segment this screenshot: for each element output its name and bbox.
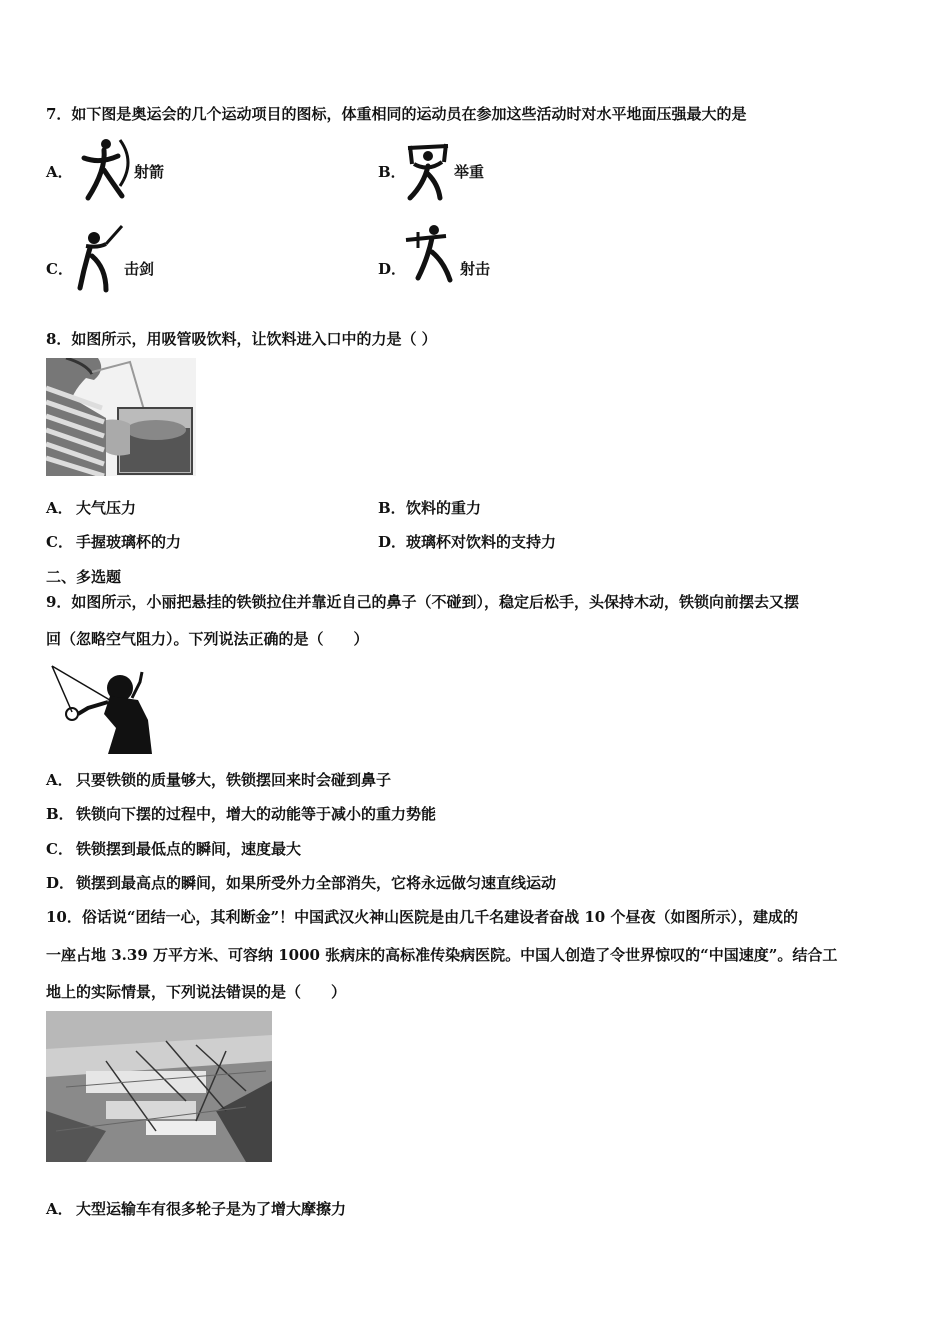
- q10-option-a-text: 大型运输车有很多轮子是为了增大摩擦力: [76, 1200, 347, 1218]
- shooting-pictogram: [404, 222, 462, 284]
- q10-stem-line1: 10．俗话说“团结一心，其利断金”！中国武汉火神山医院是由几千名建设者奋战 10 个昼夜（如图所示），建成的: [46, 908, 798, 926]
- q9-stem-line2: 回（忽略空气阻力）。下列说法正确的是（ ）: [46, 630, 369, 648]
- q10-stem-line3: 地上的实际情景，下列说法错误的是（ ）: [46, 983, 347, 1001]
- q9-option-c-text: 铁锁摆到最低点的瞬间，速度最大: [76, 840, 302, 858]
- q10-stem-line2: 一座占地 3.39 万平方米、可容纳 1000 张病床的高标准传染病医院。中国人创造了令世界惊叹的“中国速度”。结合工: [46, 946, 838, 964]
- q10-option-a-letter: A．: [46, 1200, 73, 1218]
- q9-option-d-text: 锁摆到最高点的瞬间，如果所受外力全部消失，它将永远做匀速直线运动: [76, 874, 557, 892]
- weightlifting-pictogram: [404, 134, 452, 204]
- q9-option-a-text: 只要铁锁的质量够大，铁锁摆回来时会碰到鼻子: [76, 771, 392, 789]
- section-title: 二、多选题: [46, 568, 122, 586]
- q7-option-a-letter: A．: [46, 163, 73, 181]
- q7-option-d-letter: D．: [378, 260, 407, 278]
- q9-option-b-text: 铁锁向下摆的过程中，增大的动能等于减小的重力势能: [76, 805, 437, 823]
- q8-option-d-letter: D．: [378, 533, 407, 551]
- q7-option-c-label: 击剑: [124, 260, 155, 278]
- q9-stem-line1: 9．如图所示，小丽把悬挂的铁锁拉住并靠近自己的鼻子（不碰到），稳定后松手，头保持木动，铁锁向前摆去又摆: [46, 593, 799, 611]
- q7-stem: 7．如下图是奥运会的几个运动项目的图标，体重相同的运动员在参加这些活动时对水平地面压强最大的是: [46, 105, 747, 123]
- q7-option-b-label: 举重: [454, 163, 485, 181]
- q7-option-b-letter: B．: [378, 163, 406, 181]
- q8-option-a-text: 大气压力: [76, 499, 137, 517]
- q8-option-c-text: 手握玻璃杯的力: [76, 533, 182, 551]
- construction-site-photo: [46, 1011, 272, 1162]
- q9-option-c-letter: C．: [46, 840, 73, 858]
- q9-option-a-letter: A．: [46, 771, 73, 789]
- q7-option-d-label: 射击: [460, 260, 491, 278]
- pendulum-lock-illustration: [48, 662, 154, 756]
- q8-option-b-text: 饮料的重力: [406, 499, 482, 517]
- q8-stem: 8．如图所示，用吸管吸饮料，让饮料进入口中的力是（ ）: [46, 330, 437, 348]
- straw-drinking-photo: [46, 358, 196, 476]
- q8-option-d-text: 玻璃杯对饮料的支持力: [406, 533, 557, 551]
- q9-option-d-letter: D．: [46, 874, 75, 892]
- q7-option-c-letter: C．: [46, 260, 73, 278]
- q9-option-b-letter: B．: [46, 805, 74, 823]
- q7-option-a-label: 射箭: [134, 163, 165, 181]
- fencing-pictogram: [76, 222, 126, 294]
- q8-option-c-letter: C．: [46, 533, 73, 551]
- archery-pictogram: [78, 136, 136, 204]
- q8-option-a-letter: A．: [46, 499, 73, 517]
- q8-option-b-letter: B．: [378, 499, 406, 517]
